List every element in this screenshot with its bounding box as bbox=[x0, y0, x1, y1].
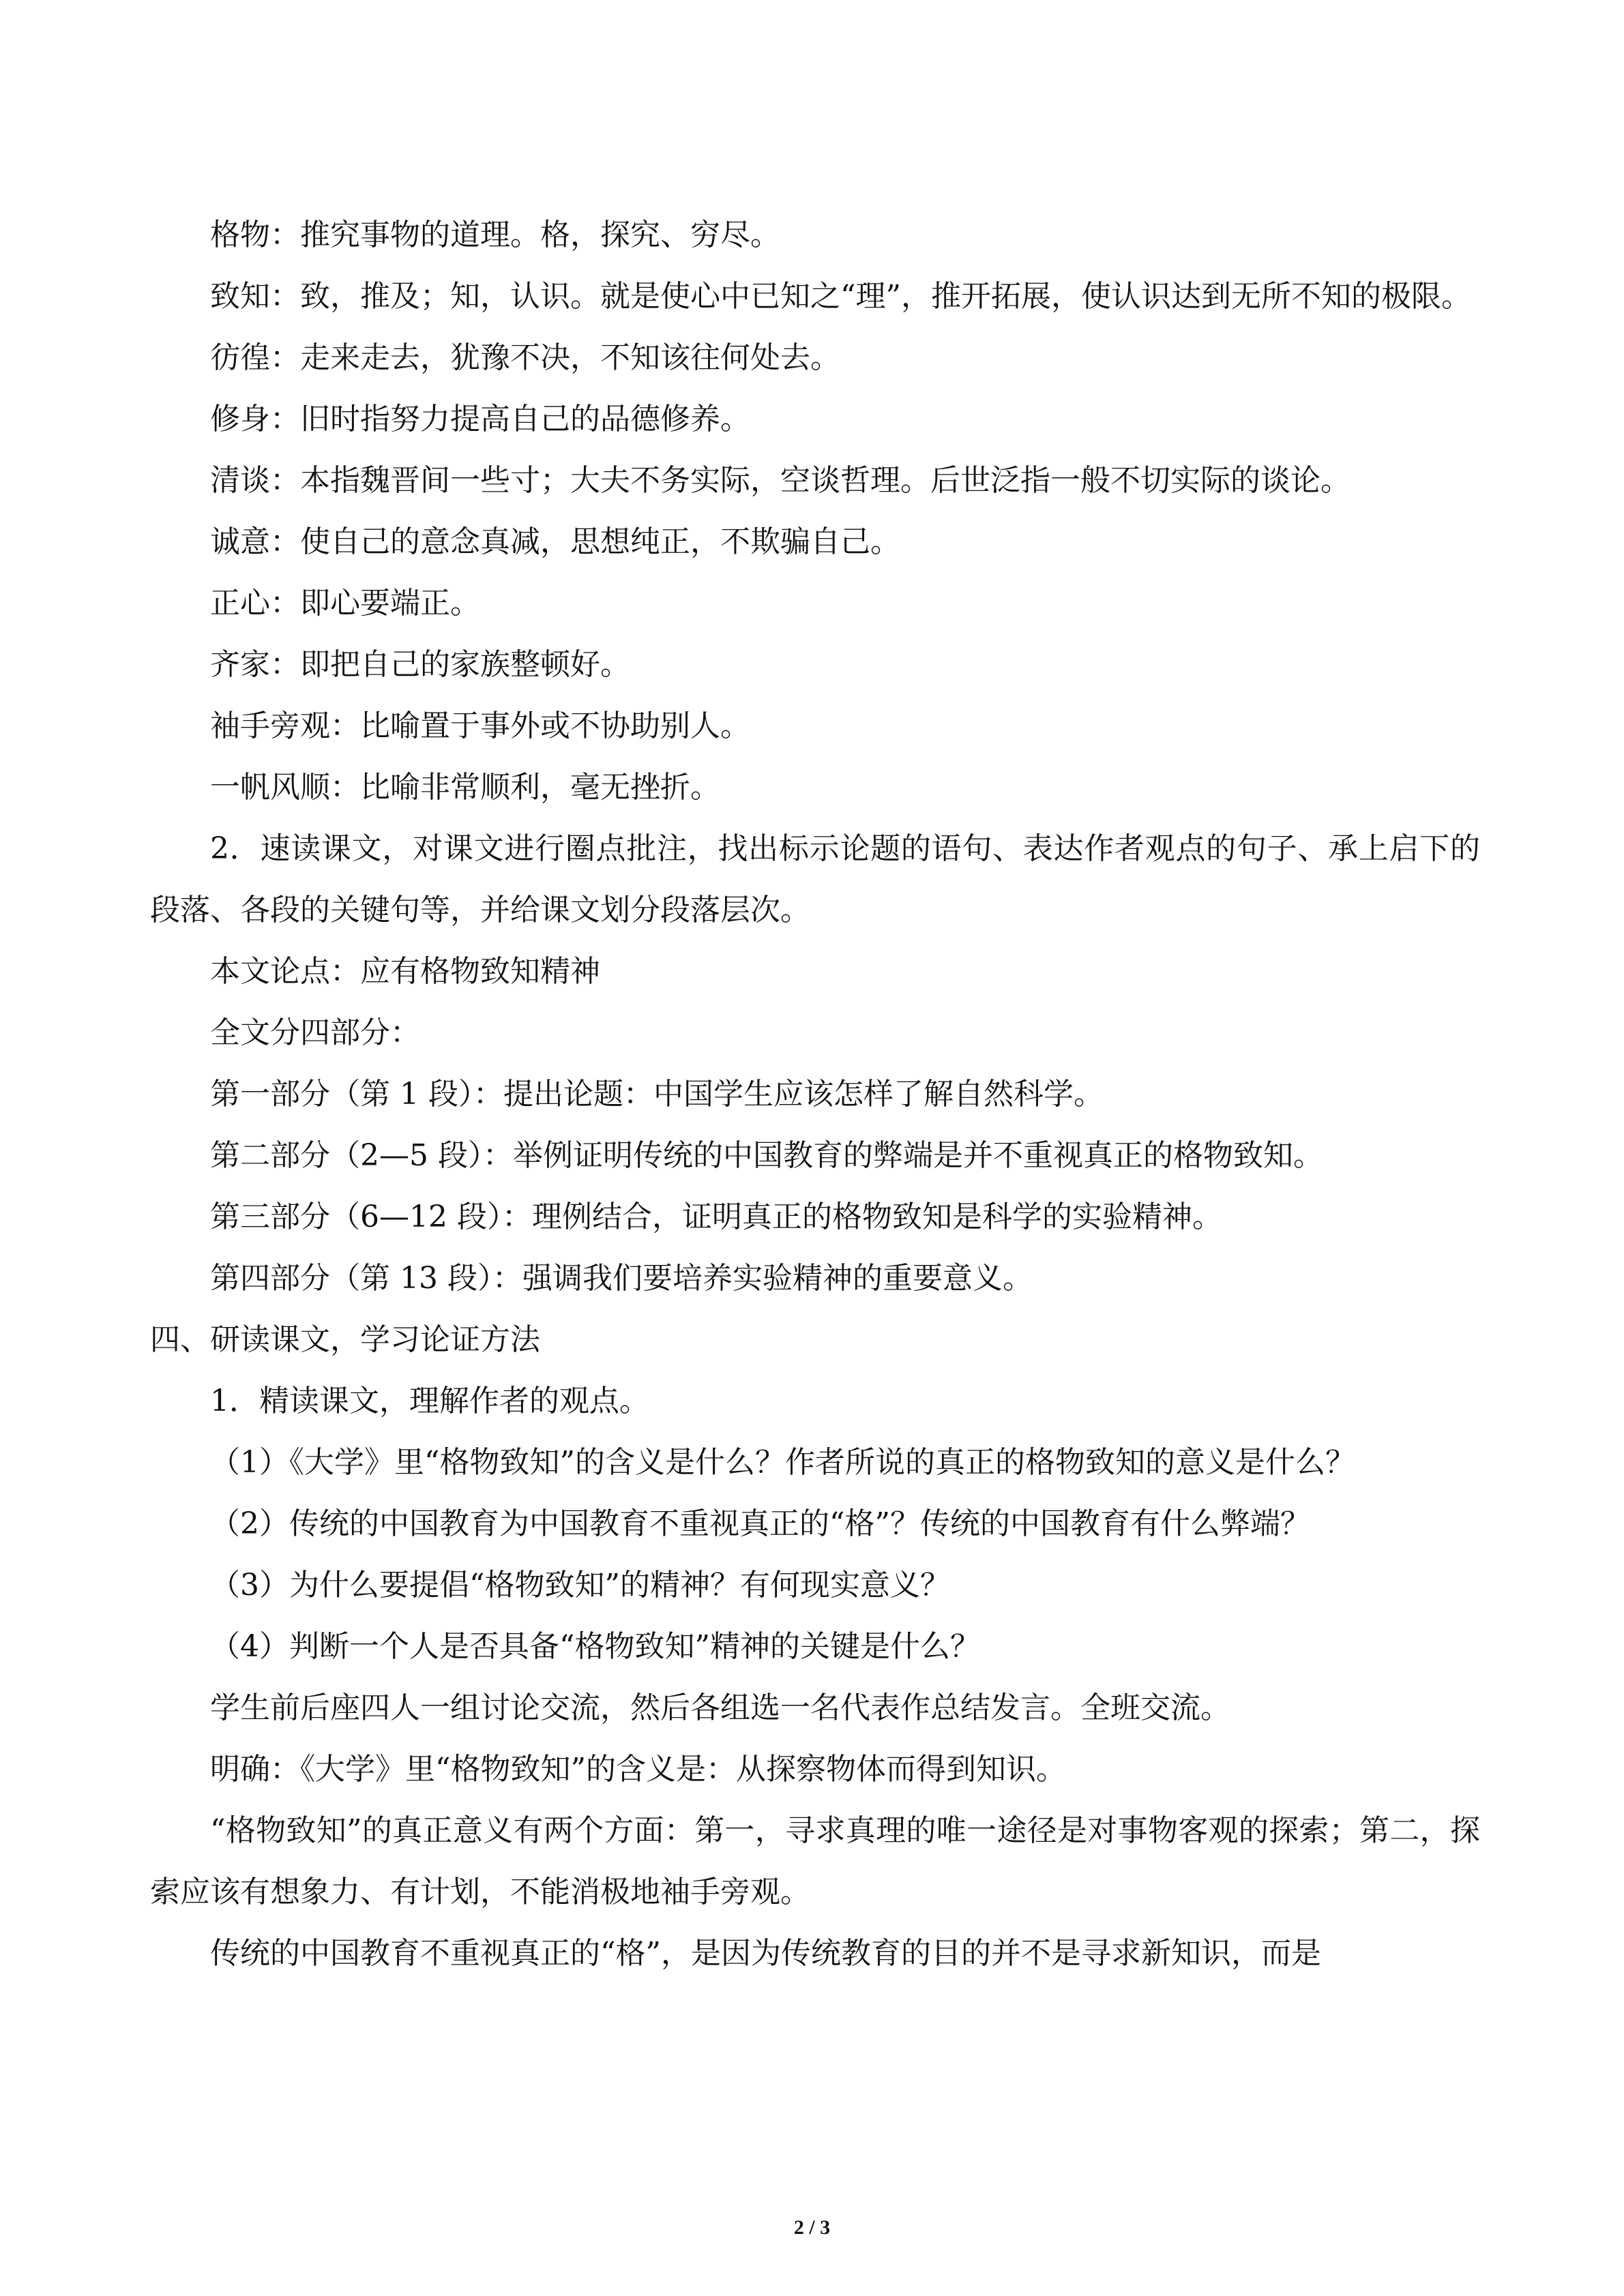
paragraph-thesis: 本文论点：应有格物致知精神 bbox=[210, 954, 600, 989]
paragraph-xiushoupangguan: 袖手旁观：比喻置于事外或不协助别人。 bbox=[210, 709, 750, 743]
paragraph-panghuang: 彷徨：走来走去，犹豫不决，不知该往何处去。 bbox=[210, 340, 840, 375]
paragraph-xiushen: 修身：旧时指努力提高自己的品德修养。 bbox=[210, 402, 750, 436]
paragraph-answer-3: 传统的中国教育不重视真正的“格”，是因为传统教育的目的并不是寻求新知识，而是 bbox=[210, 1936, 1321, 1971]
question-3: （3）为什么要提倡“格物致知”的精神？有何现实意义？ bbox=[210, 1568, 950, 1602]
paragraph-qingtan: 清谈：本指魏晋间一些寸；大夫不务实际，空谈哲理。后世泛指一般不切实际的谈论。 bbox=[210, 463, 1350, 498]
paragraph-part-3: 第三部分（6—12 段）：理例结合，证明真正的格物致知是科学的实验精神。 bbox=[210, 1199, 1222, 1234]
paragraph-structure-intro: 全文分四部分： bbox=[210, 1015, 420, 1050]
question-4: （4）判断一个人是否具备“格物致知”精神的关键是什么？ bbox=[210, 1629, 980, 1664]
paragraph-task-1: 1．精读课文，理解作者的观点。 bbox=[210, 1384, 649, 1418]
paragraph-discussion: 学生前后座四人一组讨论交流，然后各组选一名代表作总结发言。全班交流。 bbox=[210, 1690, 1230, 1725]
paragraph-zhizhi: 致知：致，推及；知，认识。就是使心中已知之“理”，推开拓展，使认识达到无所不知的极限。 bbox=[210, 279, 1471, 314]
paragraph-part-4: 第四部分（第 13 段）：强调我们要培养实验精神的重要意义。 bbox=[210, 1261, 1033, 1296]
question-2: （2）传统的中国教育为中国教育不重视真正的“格”？传统的中国教育有什么弊端？ bbox=[210, 1506, 1310, 1541]
question-1: （1）《大学》里“格物致知”的含义是什么？作者所说的真正的格物致知的意义是什么？ bbox=[210, 1445, 1355, 1480]
paragraph-answer-1: 明确：《大学》里“格物致知”的含义是：从探察物体而得到知识。 bbox=[210, 1752, 1066, 1787]
section-heading-4: 四、研读课文，学习论证方法 bbox=[150, 1322, 540, 1357]
paragraph-chengyi: 诚意：使自己的意念真减，思想纯正，不欺骗自己。 bbox=[210, 524, 900, 559]
paragraph-qijia: 齐家：即把自己的家族整顿好。 bbox=[210, 647, 630, 682]
paragraph-part-2: 第二部分（2—5 段）：举例证明传统的中国教育的弊端是并不重视真正的格物致知。 bbox=[210, 1138, 1323, 1173]
paragraph-yifanfengshun: 一帆风顺：比喻非常顺利，毫无挫折。 bbox=[210, 770, 720, 805]
document-body bbox=[150, 205, 1480, 1984]
paragraph-part-1: 第一部分（第 1 段）：提出论题：中国学生应该怎样了解自然科学。 bbox=[210, 1077, 1104, 1112]
paragraph-answer-2: “格物致知”的真正意义有两个方面：第一，寻求真理的唯一途径是对事物客观的探索；第二，探索应该有想象力、有计划，不能消极地袖手旁观。 bbox=[150, 1813, 1480, 1909]
paragraph-zhengxin: 正心：即心要端正。 bbox=[210, 586, 480, 621]
paragraph-task-2: 2．速读课文，对课文进行圈点批注，找出标示论题的语句、表达作者观点的句子、承上启下的段落、各段的关键句等，并给课文划分段落层次。 bbox=[150, 831, 1480, 927]
paragraph-gewu: 格物：推究事物的道理。格，探究、穷尽。 bbox=[210, 218, 780, 252]
page-number: 2 / 3 bbox=[793, 2216, 831, 2239]
